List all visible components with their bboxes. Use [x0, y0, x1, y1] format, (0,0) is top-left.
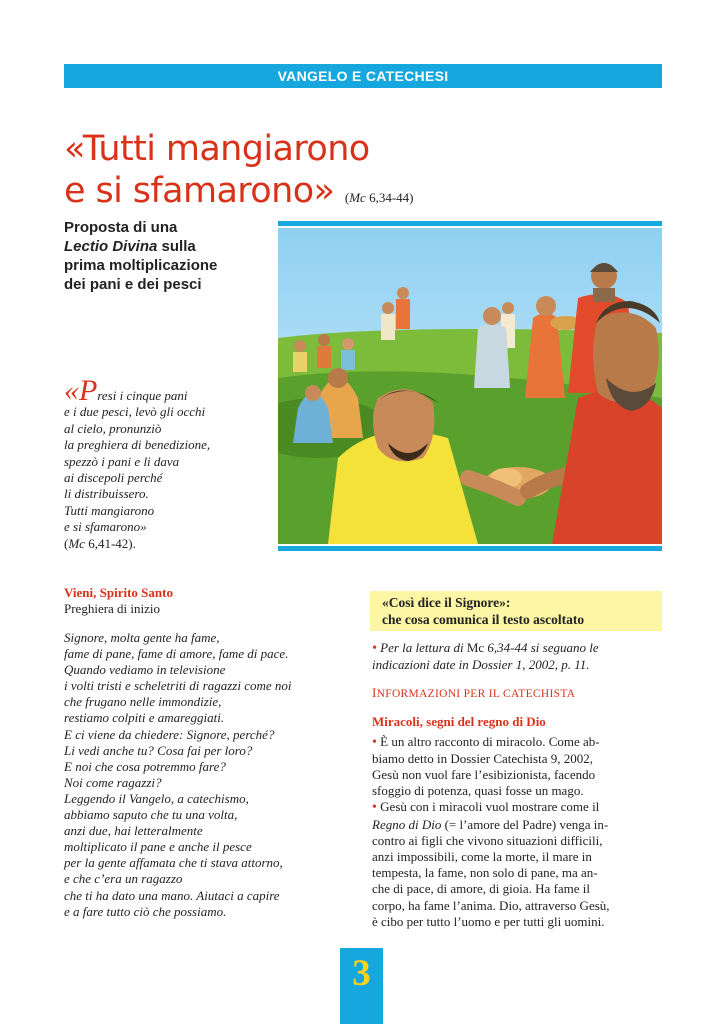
feeding-of-the-multitude-illustration: [278, 228, 662, 544]
title-line-2: e si sfamarono»: [64, 171, 335, 211]
page-number: 3: [352, 953, 371, 994]
bullet-icon: •: [372, 734, 377, 750]
page-number-tab: [340, 948, 383, 1024]
title-reference: (Mc 6,34-44): [344, 190, 414, 205]
subtitle: Proposta di una Lectio Divina sulla prima moltiplicazione dei pani e dei pesci: [64, 219, 218, 293]
section-box-heading: «Così dice il Signore»: che cosa comunica il testo ascoltato: [370, 591, 662, 631]
miracles-paragraph-2: • Gesù con i miracoli vuol mostrare come il Regno di Dio (= l’amore del Padre) venga in- contro ai figli che vivono situazioni difficili, anzi impossibili, come la morte, il mare in tempesta, la fame, non solo di pane, ma an- che di pace, di amore, di gioia. Ha fame il corpo, ha fame l’anima. Dio, attraverso Gesù, è cibo per tutto l’uomo e per tutti gli uomini.: [372, 799, 610, 929]
illustration-top-border: [278, 221, 662, 226]
section-banner: [64, 64, 662, 88]
miracles-paragraph-1: • È un altro racconto di miracolo. Come ab- biamo detto in Dossier Catechista 9, 2002, Gesù non vuol fare l’esibizionista, facendo sfoggio di potenza, quasi fosse un mago.: [372, 733, 600, 799]
gospel-quote: «Presi i cinque pani e i due pesci, levò gli occhi al cielo, pronunziò la preghiera di benedizione, spezzò i pani e li dava ai discepoli perché li distribuissero. Tutti mangiarono e si sfamarono» (Mc 6,41-42).: [64, 378, 274, 552]
reading-note: • Per la lettura di Mc 6,34-44 si seguano le indicazioni date in Dossier 1, 2002, p. 11.: [372, 640, 599, 673]
illustration-art: [278, 228, 662, 544]
bullet-icon: •: [372, 800, 377, 816]
prayer-heading: Vieni, Spirito Santo: [64, 585, 173, 600]
opening-prayer: [64, 585, 354, 920]
miracles-heading: Miracoli, segni del regno di Dio: [372, 713, 546, 729]
illustration-bottom-border: [278, 546, 662, 551]
catechist-column: [372, 640, 662, 930]
quote-reference: (Mc 6,41-42).: [64, 535, 136, 551]
info-heading: INFORMAZIONI PER IL CATECHISTA: [372, 685, 576, 701]
prayer-subheading: Preghiera di inizio: [64, 601, 161, 616]
bullet-icon: •: [372, 641, 377, 656]
title-line-1: «Tutti mangiarono: [64, 129, 370, 169]
section-label: VANGELO E CATECHESI: [277, 68, 449, 84]
quote-dropcap: «P: [64, 374, 98, 407]
page-title: [64, 128, 664, 219]
prayer-text: Signore, molta gente ha fame, fame di pane, fame di amore, fame di pace. Quando vediamo in televisione i volti tristi e scheletriti di ragazzi come noi che frugano nelle immondizie, restiamo colpiti e amareggiati. E ci viene da chiedere: Signore, perché? Li vedi anche tu? Cosa fai per loro? E noi che cosa potremmo fare? Noi come ragazzi? Leggendo il Vangelo, a catechismo, abbiamo saputo che tu una volta, anzi due, hai letteralmente moltiplicato il pane e anche il pesce per la gente affamata che ti stava attorno, e che c’era un ragazzo che ti ha dato una mano. Aiutaci a capire e a fare tutto ciò che possiamo.: [64, 630, 292, 919]
